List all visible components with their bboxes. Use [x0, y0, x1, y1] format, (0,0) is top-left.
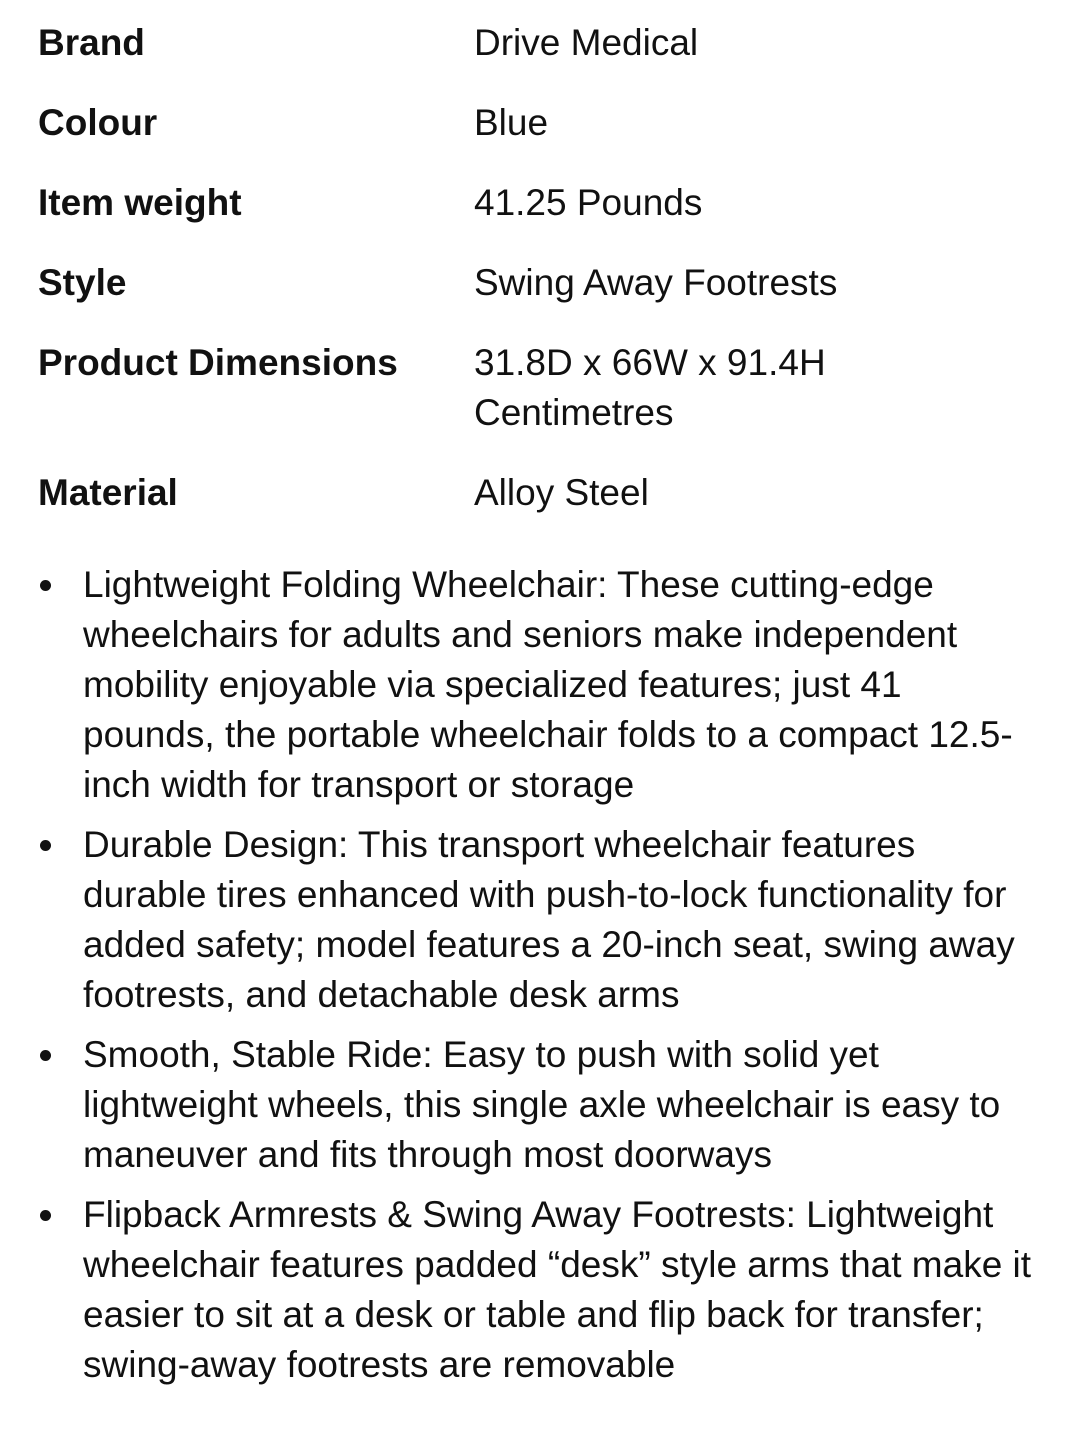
feature-bullet [0, 1190, 1073, 1390]
spec-label: Item weight [38, 182, 242, 223]
spec-label: Brand [38, 22, 145, 63]
spec-row-colour [38, 98, 1038, 148]
bullet-dot-icon [40, 580, 51, 591]
spec-value: 31.8D x 66W x 91.4H Centimetres [474, 342, 826, 433]
feature-bullet-text: Smooth, Stable Ride: Easy to push with solid yet lightweight wheels, this single axle wheelchair is easy to maneuver and fits through most doorways [83, 1034, 1001, 1175]
spec-row-product-dimensions [38, 338, 1038, 438]
product-specs-table [38, 18, 1038, 548]
spec-row-style [38, 258, 1038, 308]
spec-value: Drive Medical [474, 22, 699, 63]
spec-value: Blue [474, 102, 549, 143]
feature-bullet-text: Flipback Armrests & Swing Away Footrests: Lightweight wheelchair features padded “desk” style arms that make it easier to sit at a desk or table and flip back for transfer; swing-away footrests are removable [83, 1194, 1032, 1385]
spec-row-brand [38, 18, 1038, 68]
spec-label: Product Dimensions [38, 342, 398, 383]
bullet-dot-icon [40, 1210, 51, 1221]
spec-row-item-weight [38, 178, 1038, 228]
spec-value: Swing Away Footrests [474, 262, 838, 303]
spec-label: Material [38, 472, 178, 513]
feature-bullet [0, 820, 1073, 1020]
spec-label: Style [38, 262, 127, 303]
bullet-dot-icon [40, 1050, 51, 1061]
spec-value: 41.25 Pounds [474, 182, 703, 223]
spec-value: Alloy Steel [474, 472, 649, 513]
spec-row-material [38, 468, 1038, 518]
feature-bullet [0, 1030, 1073, 1180]
feature-bullet [0, 560, 1073, 810]
spec-label: Colour [38, 102, 158, 143]
feature-bullet-text: Lightweight Folding Wheelchair: These cutting-edge wheelchairs for adults and seniors make independent mobility enjoyable via specialized features; just 41 pounds, the portable wheelchair folds to a compact 12.5-inch width for transport or storage [83, 564, 1013, 805]
feature-bullet-text: Durable Design: This transport wheelchair features durable tires enhanced with push-to-lock functionality for added safety; model features a 20-inch seat, swing away footrests, and detachable desk arms [83, 824, 1015, 1015]
bullet-dot-icon [40, 840, 51, 851]
feature-bullet-list [0, 560, 1073, 1400]
